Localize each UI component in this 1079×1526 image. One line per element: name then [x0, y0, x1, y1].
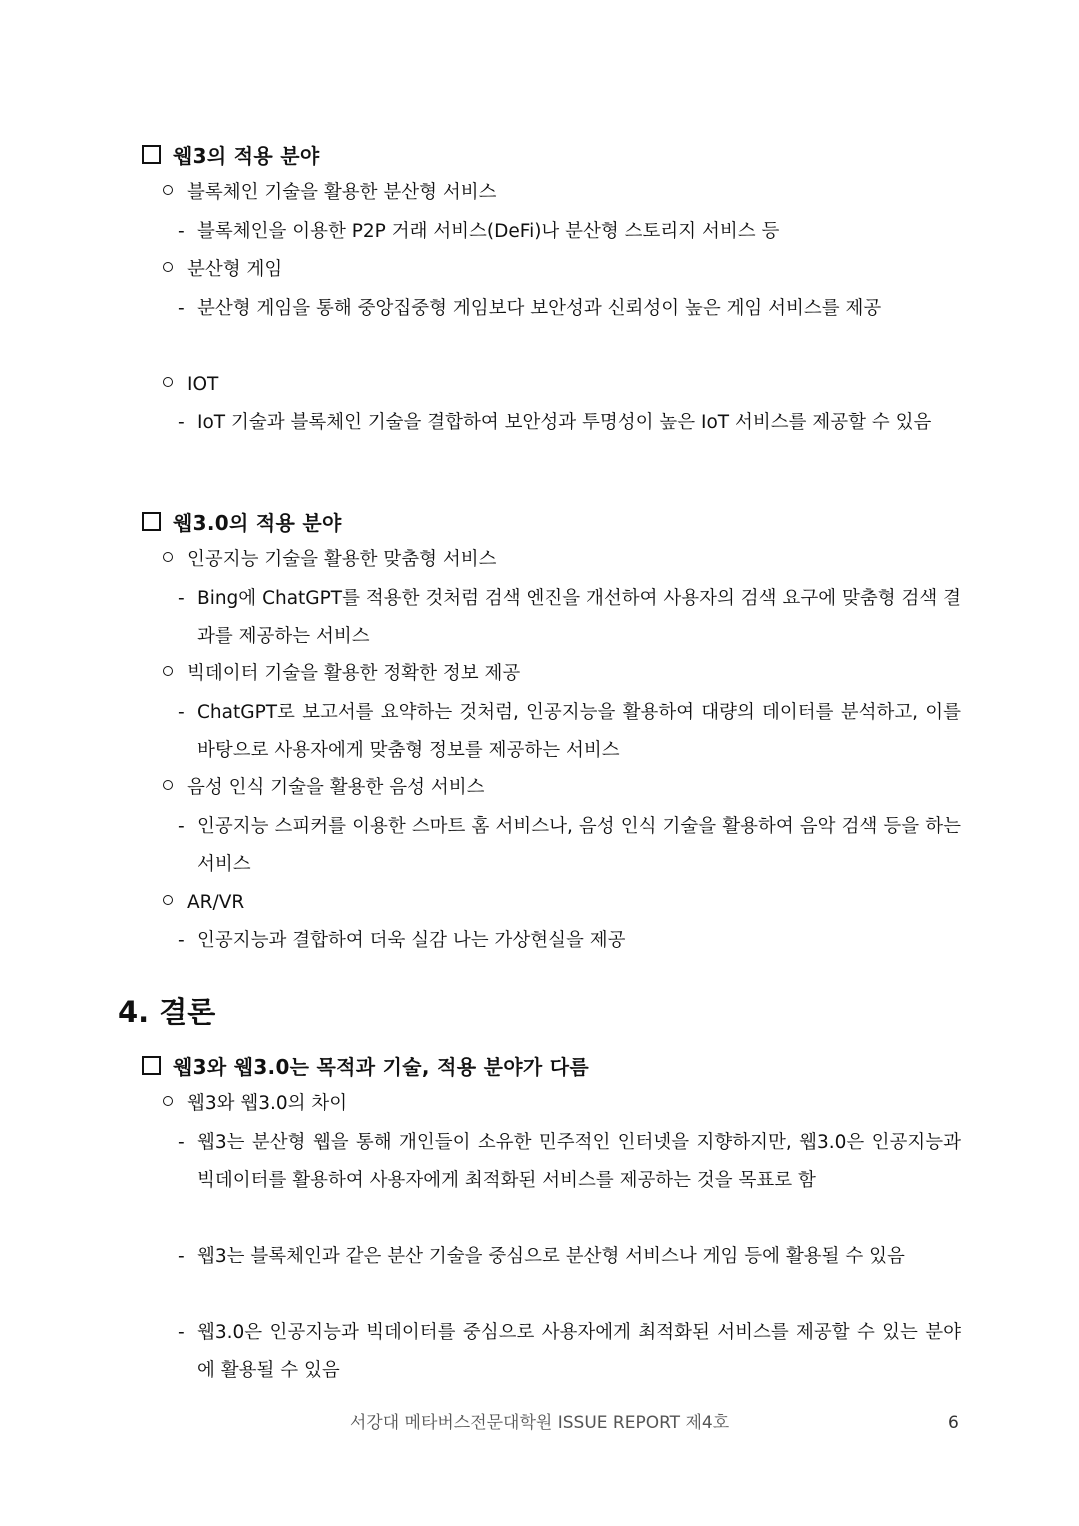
- detail-item: - 웹3.0은 인공지능과 빅데이터를 중심으로 사용자에게 최적화된 서비스를 제공할 수 있는 분야에 활용될 수 있음: [178, 1322, 961, 1381]
- bullet-item: AR/VR: [163, 894, 244, 913]
- detail-item: - 웹3는 블록체인과 같은 분산 기술을 중심으로 분산형 서비스나 게임 등에 활용될 수 있음: [178, 1246, 905, 1267]
- detail-item: - 블록체인을 이용한 P2P 거래 서비스(DeFi)나 분산형 스토리지 서비스 등: [178, 221, 780, 242]
- bullet-item: 인공지능 기술을 활용한 맞춤형 서비스: [163, 551, 496, 570]
- circle-bullet-icon: [163, 185, 173, 195]
- page-footer: 서강대 메타버스전문대학원 ISSUE REPORT 제4호: [349, 1413, 730, 1433]
- bullet-item: 빅데이터 기술을 활용한 정확한 정보 제공: [163, 665, 520, 684]
- section-heading-conclusion: 웹3와 웹3.0는 목적과 기술, 적용 분야가 다름: [142, 1056, 589, 1077]
- detail-item: - 인공지능 스피커를 이용한 스마트 홈 서비스나, 음성 인식 기술을 활용하여 음악 검색 등을 하는 서비스: [178, 816, 961, 875]
- bullet-item: 웹3와 웹3.0의 차이: [163, 1095, 347, 1114]
- circle-bullet-icon: [163, 895, 173, 905]
- circle-bullet-icon: [163, 262, 173, 272]
- detail-item: - Bing에 ChatGPT를 적용한 것처럼 검색 엔진을 개선하여 사용자의 검색 요구에 맞춤형 검색 결과를 제공하는 서비스: [178, 588, 961, 647]
- bullet-item: IOT: [163, 376, 218, 395]
- detail-item: - ChatGPT로 보고서를 요약하는 것처럼, 인공지능을 활용하여 대량의 데이터를 분석하고, 이를 바탕으로 사용자에게 맞춤형 정보를 제공하는 서비스: [178, 702, 961, 761]
- detail-item: - IoT 기술과 블록체인 기술을 결합하여 보안성과 투명성이 높은 IoT 서비스를 제공할 수 있음: [178, 412, 932, 433]
- detail-item: - 웹3는 분산형 웹을 통해 개인들이 소유한 민주적인 인터넷을 지향하지만, 웹3.0은 인공지능과 빅데이터를 활용하여 사용자에게 최적화된 서비스를 제공하는 것을 목표로 함: [178, 1132, 961, 1191]
- bullet-item: 블록체인 기술을 활용한 분산형 서비스: [163, 184, 496, 203]
- circle-bullet-icon: [163, 377, 173, 387]
- section-heading-web3: 웹3의 적용 분야: [142, 145, 319, 166]
- circle-bullet-icon: [163, 780, 173, 790]
- circle-bullet-icon: [163, 1096, 173, 1106]
- checkbox-square-icon: [142, 512, 161, 531]
- bullet-item: 음성 인식 기술을 활용한 음성 서비스: [163, 779, 484, 798]
- detail-item: - 인공지능과 결합하여 더욱 실감 나는 가상현실을 제공: [178, 930, 626, 951]
- chapter-heading: 4. 결론: [118, 995, 216, 1029]
- checkbox-square-icon: [142, 145, 161, 164]
- section-heading-web30: 웹3.0의 적용 분야: [142, 512, 342, 533]
- page-number: 6: [948, 1413, 959, 1433]
- detail-item: - 분산형 게임을 통해 중앙집중형 게임보다 보안성과 신뢰성이 높은 게임 서비스를 제공: [178, 298, 882, 319]
- bullet-item: 분산형 게임: [163, 261, 282, 280]
- circle-bullet-icon: [163, 552, 173, 562]
- circle-bullet-icon: [163, 666, 173, 676]
- checkbox-square-icon: [142, 1056, 161, 1075]
